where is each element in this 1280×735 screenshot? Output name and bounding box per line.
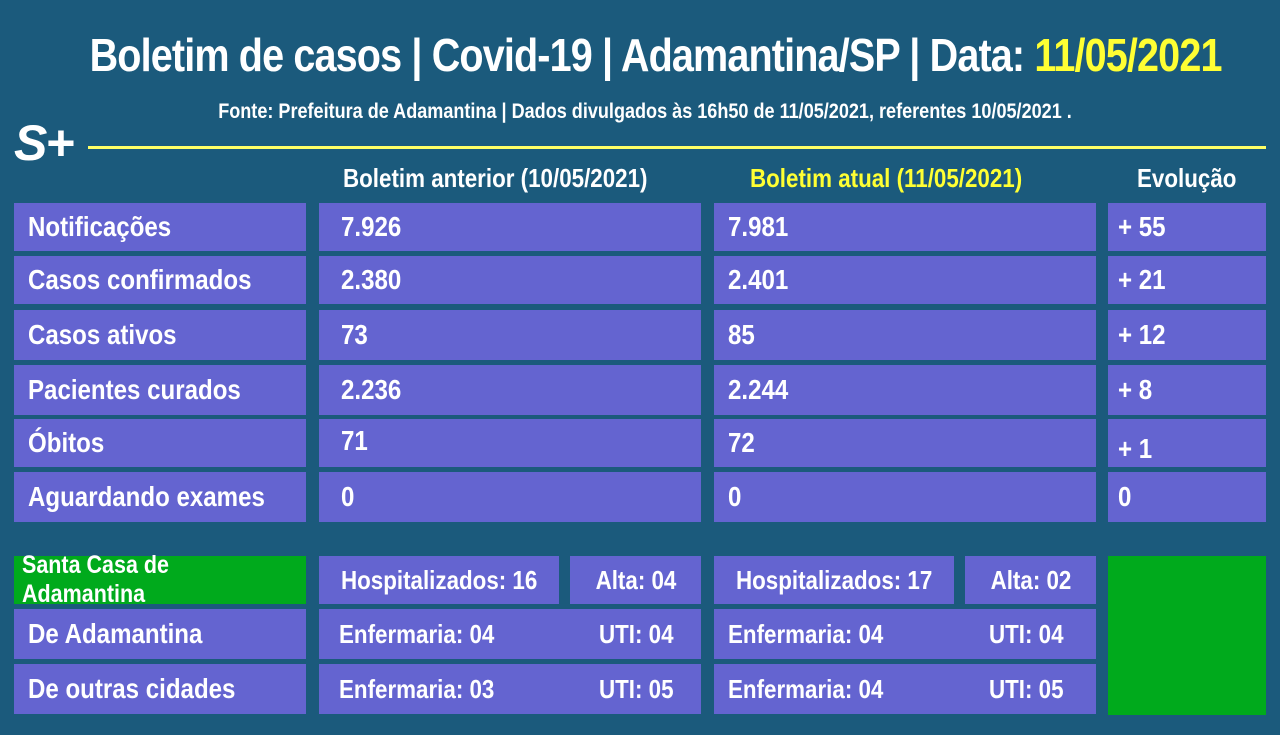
previous-ward-icu [319, 664, 701, 714]
column-header-evolution: Evolução [1137, 163, 1237, 193]
previous-value: 71 [319, 419, 701, 467]
current-value: 85 [714, 310, 1096, 360]
current-value: 7.981 [714, 203, 1096, 251]
previous-ward-icu [319, 609, 701, 659]
column-header-current: Boletim atual (11/05/2021) [750, 163, 1023, 193]
previous-value: 73 [319, 310, 701, 360]
previous-value: 7.926 [319, 203, 701, 251]
current-ward: Enfermaria: 04 [728, 673, 884, 704]
previous-discharged: Alta: 04 [570, 556, 701, 604]
row-label: Aguardando exames [14, 472, 306, 522]
evolution-value: + 55 [1108, 203, 1266, 251]
source-subtitle: Fonte: Prefeitura de Adamantina | Dados divulgados às 16h50 de 11/05/2021, referentes 10/05/2021 . [218, 100, 1072, 123]
title-text: Boletim de casos | Covid-19 | Adamantina/SP | Data: [89, 29, 1035, 81]
evolution-green-block [1108, 556, 1266, 715]
group-label: De Adamantina [14, 609, 306, 659]
title-date: 11/05/2021 [1034, 29, 1222, 81]
current-value: 0 [714, 472, 1096, 522]
previous-ward: Enfermaria: 03 [339, 673, 495, 704]
header-divider [88, 146, 1266, 149]
current-value: 2.401 [714, 256, 1096, 304]
row-label: Pacientes curados [14, 365, 306, 415]
previous-value: 2.236 [319, 365, 701, 415]
previous-icu: UTI: 04 [599, 618, 674, 649]
current-ward-icu [714, 664, 1096, 714]
logo: S+ [14, 115, 73, 171]
current-icu: UTI: 05 [989, 673, 1064, 704]
row-label: Casos ativos [14, 310, 306, 360]
previous-ward: Enfermaria: 04 [339, 618, 495, 649]
current-ward-icu [714, 609, 1096, 659]
evolution-value: + 8 [1108, 365, 1266, 415]
current-value: 2.244 [714, 365, 1096, 415]
current-ward: Enfermaria: 04 [728, 618, 884, 649]
page-title [89, 28, 1222, 82]
previous-value: 0 [319, 472, 701, 522]
previous-hospitalized: Hospitalizados: 16 [319, 556, 559, 604]
current-value: 72 [714, 419, 1096, 467]
current-icu: UTI: 04 [989, 618, 1064, 649]
evolution-value: + 1 [1108, 419, 1266, 467]
row-label: Notificações [14, 203, 306, 251]
row-label: Casos confirmados [14, 256, 306, 304]
evolution-value: 0 [1108, 472, 1266, 522]
evolution-value: + 21 [1108, 256, 1266, 304]
previous-value: 2.380 [319, 256, 701, 304]
previous-icu: UTI: 05 [599, 673, 674, 704]
group-label: De outras cidades [14, 664, 306, 714]
current-hospitalized: Hospitalizados: 17 [714, 556, 954, 604]
row-label: Óbitos [14, 419, 306, 467]
hospital-name: Santa Casa de Adamantina [14, 556, 306, 604]
column-header-previous: Boletim anterior (10/05/2021) [343, 163, 648, 193]
current-discharged: Alta: 02 [965, 556, 1096, 604]
evolution-value: + 12 [1108, 310, 1266, 360]
